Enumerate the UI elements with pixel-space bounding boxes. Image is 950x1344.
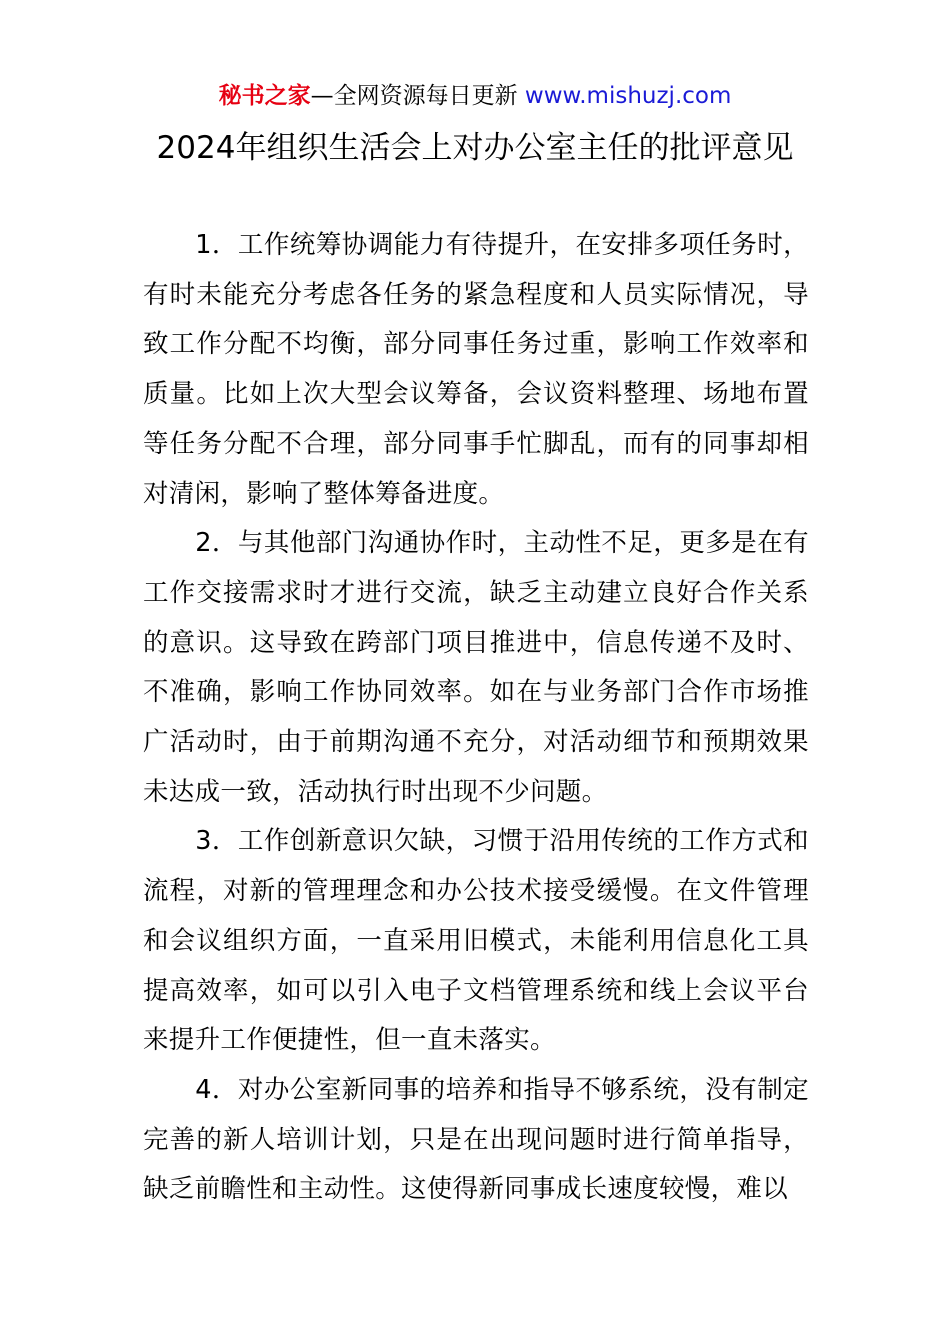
document-title: 2024年组织生活会上对办公室主任的批评意见	[156, 130, 794, 166]
paragraph-1: 1．工作统筹协调能力有待提升，在安排多项任务时，有时未能充分考虑各任务的紧急程度和人员实际情况，导致工作分配不均衡，部分同事任务过重，影响工作效率和质量。比如上次大型会议筹备，会议资料整理、场地布置等任务分配不合理，部分同事手忙脚乱，而有的同事却相对清闲，影响了整体筹备进度。	[143, 230, 809, 509]
site-url-link[interactable]: www.mishuzj.com	[524, 83, 732, 109]
paragraph-4: 4．对办公室新同事的培养和指导不够系统，没有制定完善的新人培训计划，只是在出现问题时进行简单指导，缺乏前瞻性和主动性。这使得新同事成长速度较慢，难以	[143, 1074, 809, 1205]
site-header	[0, 78, 950, 114]
site-tagline: —全网资源每日更新	[310, 83, 518, 109]
paragraph-3: 3．工作创新意识欠缺，习惯于沿用传统的工作方式和流程，对新的管理理念和办公技术接受缓慢。在文件管理和会议组织方面，一直采用旧模式，未能利用信息化工具提高效率，如可以引入电子文档管理系统和线上会议平台来提升工作便捷性，但一直未落实。	[143, 826, 809, 1056]
document-body	[143, 221, 809, 1215]
site-brand: 秘书之家	[218, 83, 311, 109]
paragraph-2: 2．与其他部门沟通协作时，主动性不足，更多是在有工作交接需求时才进行交流，缺乏主动建立良好合作关系的意识。这导致在跨部门项目推进中，信息传递不及时、不准确，影响工作协同效率。如在与业务部门合作市场推广活动时，由于前期沟通不充分，对活动细节和预期效果未达成一致，活动执行时出现不少问题。	[143, 528, 809, 807]
